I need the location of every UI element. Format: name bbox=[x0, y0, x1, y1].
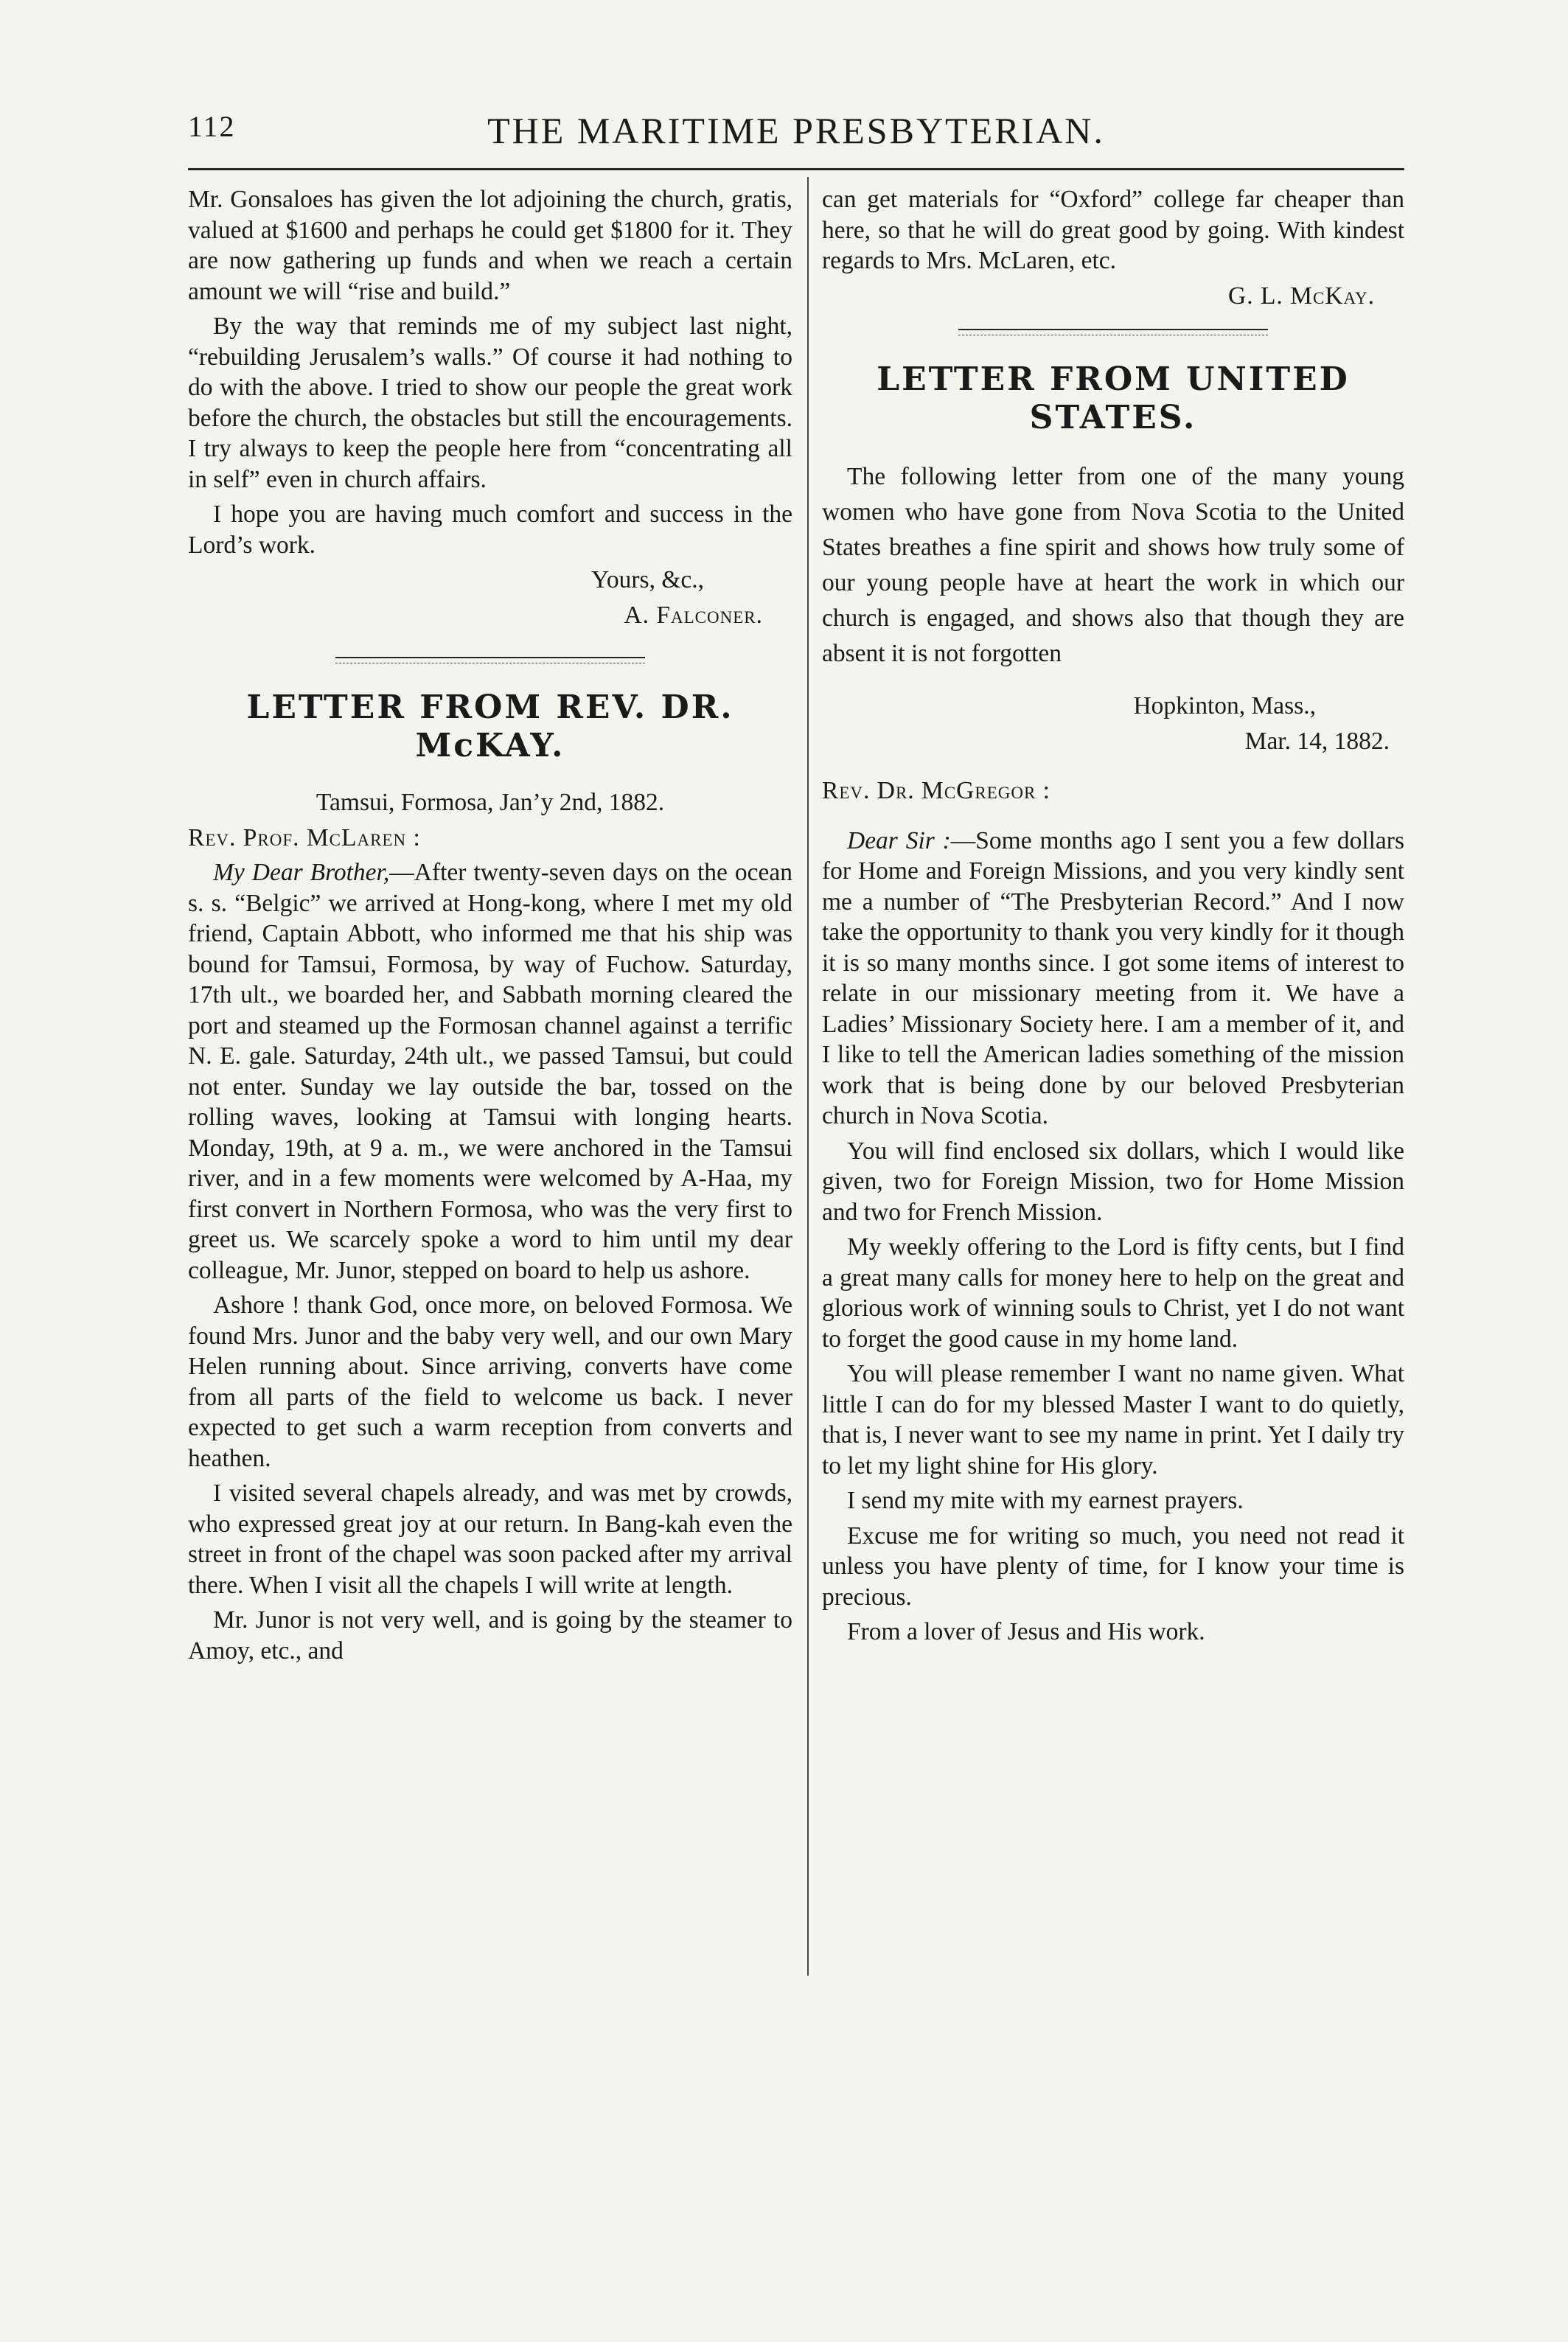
letter-signature: A. Falconer. bbox=[624, 601, 763, 629]
running-title: THE MARITIME PRESBYTERIAN. bbox=[487, 110, 1105, 151]
paragraph: From a lover of Jesus and His work. bbox=[847, 1618, 1205, 1645]
paragraph bbox=[188, 857, 792, 1286]
section-divider bbox=[958, 329, 1268, 335]
article-heading: LETTER FROM REV. DR. McKAY. bbox=[246, 689, 734, 764]
paragraph: can get materials for “Oxford” college far cheaper than here, so that he will do great good by going. With kindest regards to Mrs. McLaren, etc. bbox=[822, 186, 1404, 274]
letter-signature: G. L. McKay. bbox=[1228, 282, 1375, 310]
paragraph: I send my mite with my earnest prayers. bbox=[847, 1487, 1244, 1514]
paragraph-text: —After twenty-seven days on the ocean s. s. “Belgic” we arrived at Hong-kong, where I met my old friend, Captain Abbott, who informed me that his ship was bound for Tamsui, Formosa, by way of Fuchow. Saturday, 17th ult., we boarded her, and Sabbath morning cleared the port and steamed up the Formosan channel against a terrific N. E. gale. Saturday, 24th ult., we passed Tamsui, but could not enter. Sunday we lay outside the bar, tossed on the rolling waves, looking at Tamsui with longing hearts. Monday, 19th, at 9 a. m., we were anchored in the Tamsui river, and in a few moments were welcomed by A-Haa, my first convert in Northern Formosa, who was the very first to greet us. We scarcely spoke a word to him until my dear colleague, Mr. Junor, stepped on board to help us ashore. bbox=[188, 859, 792, 1284]
right-column bbox=[822, 184, 1404, 1648]
letter-closing: Yours, &c., bbox=[591, 566, 704, 593]
paragraph: I hope you are having much comfort and success in the Lord’s work. bbox=[188, 501, 792, 559]
paragraph: Excuse me for writing so much, you need not read it unless you have plenty of time, for I know your time is precious. bbox=[822, 1522, 1404, 1611]
addressee: Rev. Dr. McGregor : bbox=[822, 777, 1050, 804]
section-divider bbox=[335, 657, 645, 663]
salutation: Dear Sir : bbox=[847, 826, 951, 854]
left-column bbox=[188, 184, 792, 1666]
header-rule bbox=[188, 168, 1404, 170]
paragraph: I visited several chapels already, and was met by crowds, who expressed great joy at our return. In Bang-kah even the street in front of the chapel was soon packed after my arrival there. When I visit all the chapels I will write at length. bbox=[188, 1480, 792, 1599]
paragraph: By the way that reminds me of my subject last night, “rebuilding Jerusalem’s walls.” Of course it had nothing to do with the above. I tried to show our people the great work before the church, the obstacles but still the encouragements. I try always to keep the people here from “concentrating all in self” even in church affairs. bbox=[188, 313, 792, 493]
paragraph: You will find enclosed six dollars, which I would like given, two for Foreign Mission, two for Home Mission and two for French Mission. bbox=[822, 1137, 1404, 1226]
paragraph: Ashore ! thank God, once more, on beloved Formosa. We found Mrs. Junor and the baby very well, and our own Mary Helen running about. Since arriving, converts have come from all parts of the field to welcome us back. I never expected to get such a warm reception from converts and heathen. bbox=[188, 1292, 792, 1472]
paragraph: Mr. Junor is not very well, and is going by the steamer to Amoy, etc., and bbox=[188, 1606, 792, 1665]
letter-date: Mar. 14, 1882. bbox=[1244, 727, 1390, 755]
addressee: Rev. Prof. McLaren : bbox=[188, 823, 421, 851]
salutation: My Dear Brother, bbox=[213, 859, 390, 886]
paragraph bbox=[822, 826, 1404, 1132]
paragraph: The following letter from one of the many young women who have gone from Nova Scotia to the United States breathes a fine spirit and shows how truly some of our young people have at heart the work in which our church is engaged, and shows also that though they are absent it is not forgotten bbox=[822, 463, 1404, 667]
column-divider bbox=[807, 177, 809, 1976]
paragraph-text: —Some months ago I sent you a few dollars for Home and Foreign Missions, and you very kindly sent me a number of “The Presbyterian Record.” And I now take the opportunity to thank you very kindly for it though it is so many months since. I got some items of interest to relate in our missionary meeting from it. We have a Ladies’ Missionary Society here. I am a member of it, and I like to tell the American ladies something of the mission work that is being done by our beloved Presbyterian church in Nova Scotia. bbox=[822, 826, 1404, 1129]
paragraph: My weekly offering to the Lord is fifty cents, but I find a great many calls for money here to help on the great and glorious work of winning souls to Christ, yet I do not want to forget the good cause in my home land. bbox=[822, 1233, 1404, 1353]
paragraph: You will please remember I want no name given. What little I can do for my blessed Master I want to do quietly, that is, I never want to see my name in print. Yet I daily try to let my light shine for His glory. bbox=[822, 1360, 1404, 1480]
page-number: 112 bbox=[188, 110, 236, 143]
page-header bbox=[188, 109, 1404, 168]
dateline: Tamsui, Formosa, Jan’y 2nd, 1882. bbox=[316, 789, 665, 816]
article-heading: LETTER FROM UNITED STATES. bbox=[877, 360, 1350, 436]
paragraph: Mr. Gonsaloes has given the lot adjoining the church, gratis, valued at $1600 and perhaps he could get $1800 for it. They are now gathering up funds and when we reach a certain amount we will “rise and build.” bbox=[188, 186, 792, 305]
letter-place: Hopkinton, Mass., bbox=[1133, 692, 1316, 719]
